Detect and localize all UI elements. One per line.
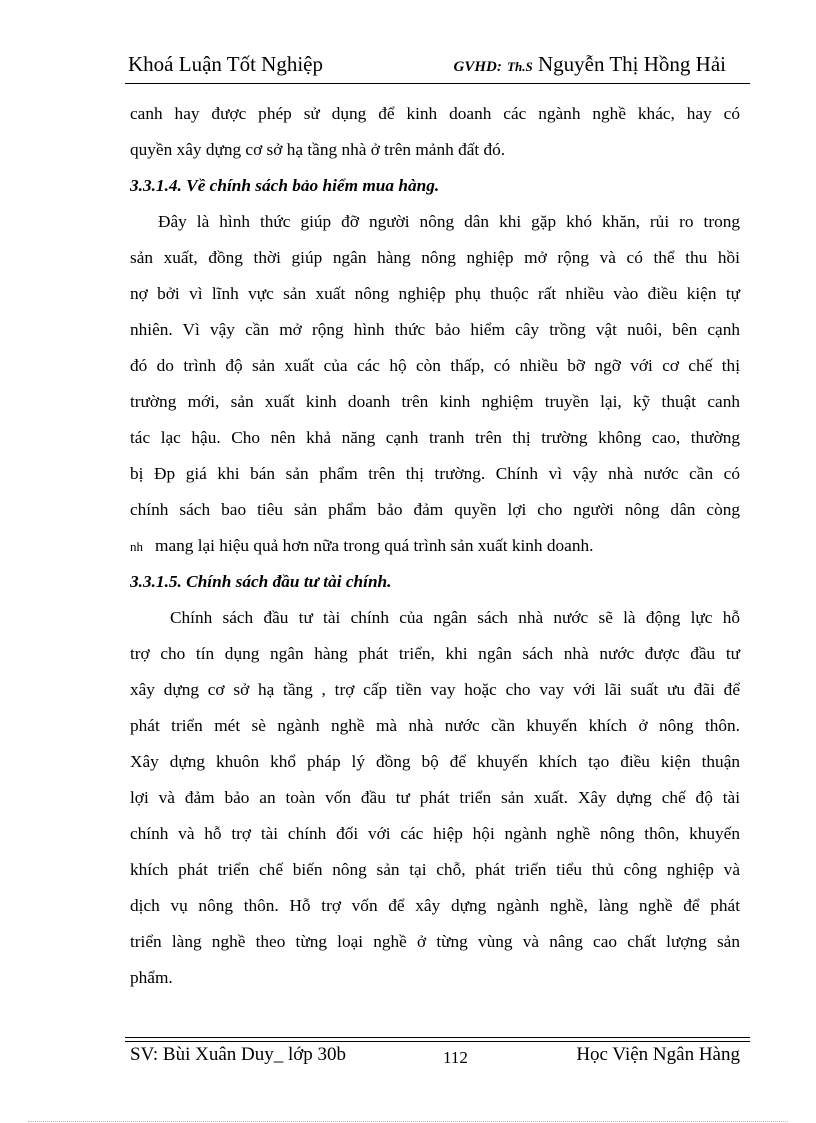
text-line: phát triển mét sè ngành nghề mà nhà nước cần khuyến khích ở nông thôn. bbox=[130, 716, 740, 735]
text-line: triển làng nghề theo từng loại nghề ở từng vùng và nâng cao chất lượng sản bbox=[130, 932, 740, 951]
thesis-label: Khoá Luận Tốt Nghiệp bbox=[128, 52, 323, 76]
page-number: 112 bbox=[443, 1048, 468, 1067]
advisor-info bbox=[453, 52, 726, 77]
text-line: Đây là hình thức giúp đỡ người nông dân khi gặp khó khăn, rủi ro trong bbox=[158, 212, 740, 231]
text-line: Chính sách đầu tư tài chính của ngân sách nhà nước sẽ là động lực hỗ bbox=[170, 608, 740, 627]
text-fragment: mang lại hiệu quả hơn nữa trong quá trình sản xuất kinh doanh. bbox=[155, 536, 594, 555]
text-line: nợ bởi vì lĩnh vực sản xuất nông nghiệp phụ thuộc rất nhiều vào điều kiện tự bbox=[130, 284, 740, 303]
text-line: lợi và đảm bảo an toàn vốn đầu tư phát triển sản xuất. Xây dựng chế độ tài bbox=[130, 788, 740, 807]
text-line: sản xuất, đồng thời giúp ngân hàng nông nghiệp mở rộng và có thể thu hồi bbox=[130, 248, 740, 267]
text-line: quyền xây dựng cơ sở hạ tầng nhà ở trên mảnh đất đó. bbox=[130, 140, 506, 159]
page-body bbox=[130, 96, 740, 996]
text-line: canh hay được phép sử dụng để kinh doanh các ngành nghề khác, hay có bbox=[130, 104, 740, 123]
gvhd-label: GVHD: bbox=[453, 59, 502, 75]
page-header bbox=[128, 52, 738, 82]
text-line: chính sách bao tiêu sản phẩm bảo đảm quyền lợi cho người nông dân còng bbox=[130, 500, 740, 519]
advisor-name: Nguyễn Thị Hồng Hải bbox=[537, 52, 726, 76]
text-line: khích phát triển chế biến nông sản tại chỗ, phát triển tiểu thủ công nghiệp và bbox=[130, 860, 740, 879]
page-footer bbox=[130, 1044, 740, 1074]
text-line: đó do trình độ sản xuất của các hộ còn thấp, có nhiều bỡ ngỡ với cơ chế thị bbox=[130, 356, 740, 375]
section-heading: 3.3.1.5. Chính sách đầu tư tài chính. bbox=[130, 572, 392, 591]
header-rule bbox=[125, 83, 750, 84]
text-line: bị Đp giá khi bán sản phẩm trên thị trường. Chính vì vậy nhà nước cần có bbox=[130, 464, 740, 483]
text-line: Xây dựng khuôn khổ pháp lý đồng bộ để khuyến khích tạo điều kiện thuận bbox=[130, 752, 740, 771]
text-line: xây dựng cơ sở hạ tầng , trợ cấp tiền vay hoặc cho vay với lãi suất ưu đãi để bbox=[130, 680, 740, 699]
text-line: trợ cho tín dụng ngân hàng phát triển, khi ngân sách nhà nước được đầu tư bbox=[130, 644, 740, 663]
text-line: trường mới, sản xuất kinh doanh trên kinh nghiệm truyền lại, kỹ thuật canh bbox=[130, 392, 740, 411]
footer-rule-top bbox=[125, 1037, 750, 1038]
text-line: tác lạc hậu. Cho nên khả năng cạnh tranh trên thị trường không cao, thường bbox=[130, 428, 740, 447]
footer-rule-bottom bbox=[125, 1041, 750, 1042]
title-abbr: Th.S bbox=[507, 59, 533, 74]
text-line: chính và hỗ trợ tài chính đối với các hiệp hội ngành nghề nông thôn, khuyến bbox=[130, 824, 740, 843]
school-name: Học Viện Ngân Hàng bbox=[576, 1044, 740, 1065]
page-edge-divider bbox=[28, 1121, 788, 1122]
text-line: phẩm. bbox=[130, 968, 173, 987]
text-fragment: nh bbox=[130, 539, 143, 554]
section-heading: 3.3.1.4. Về chính sách bảo hiểm mua hàng. bbox=[130, 176, 440, 195]
text-line bbox=[130, 528, 740, 564]
student-info: SV: Bùi Xuân Duy_ lớp 30b bbox=[130, 1044, 347, 1065]
text-line: nhiên. Vì vậy cần mở rộng hình thức bảo hiểm cây trồng vật nuôi, bên cạnh bbox=[130, 320, 740, 339]
text-line: dịch vụ nông thôn. Hỗ trợ vốn để xây dựng ngành nghề, làng nghề để phát bbox=[130, 896, 740, 915]
